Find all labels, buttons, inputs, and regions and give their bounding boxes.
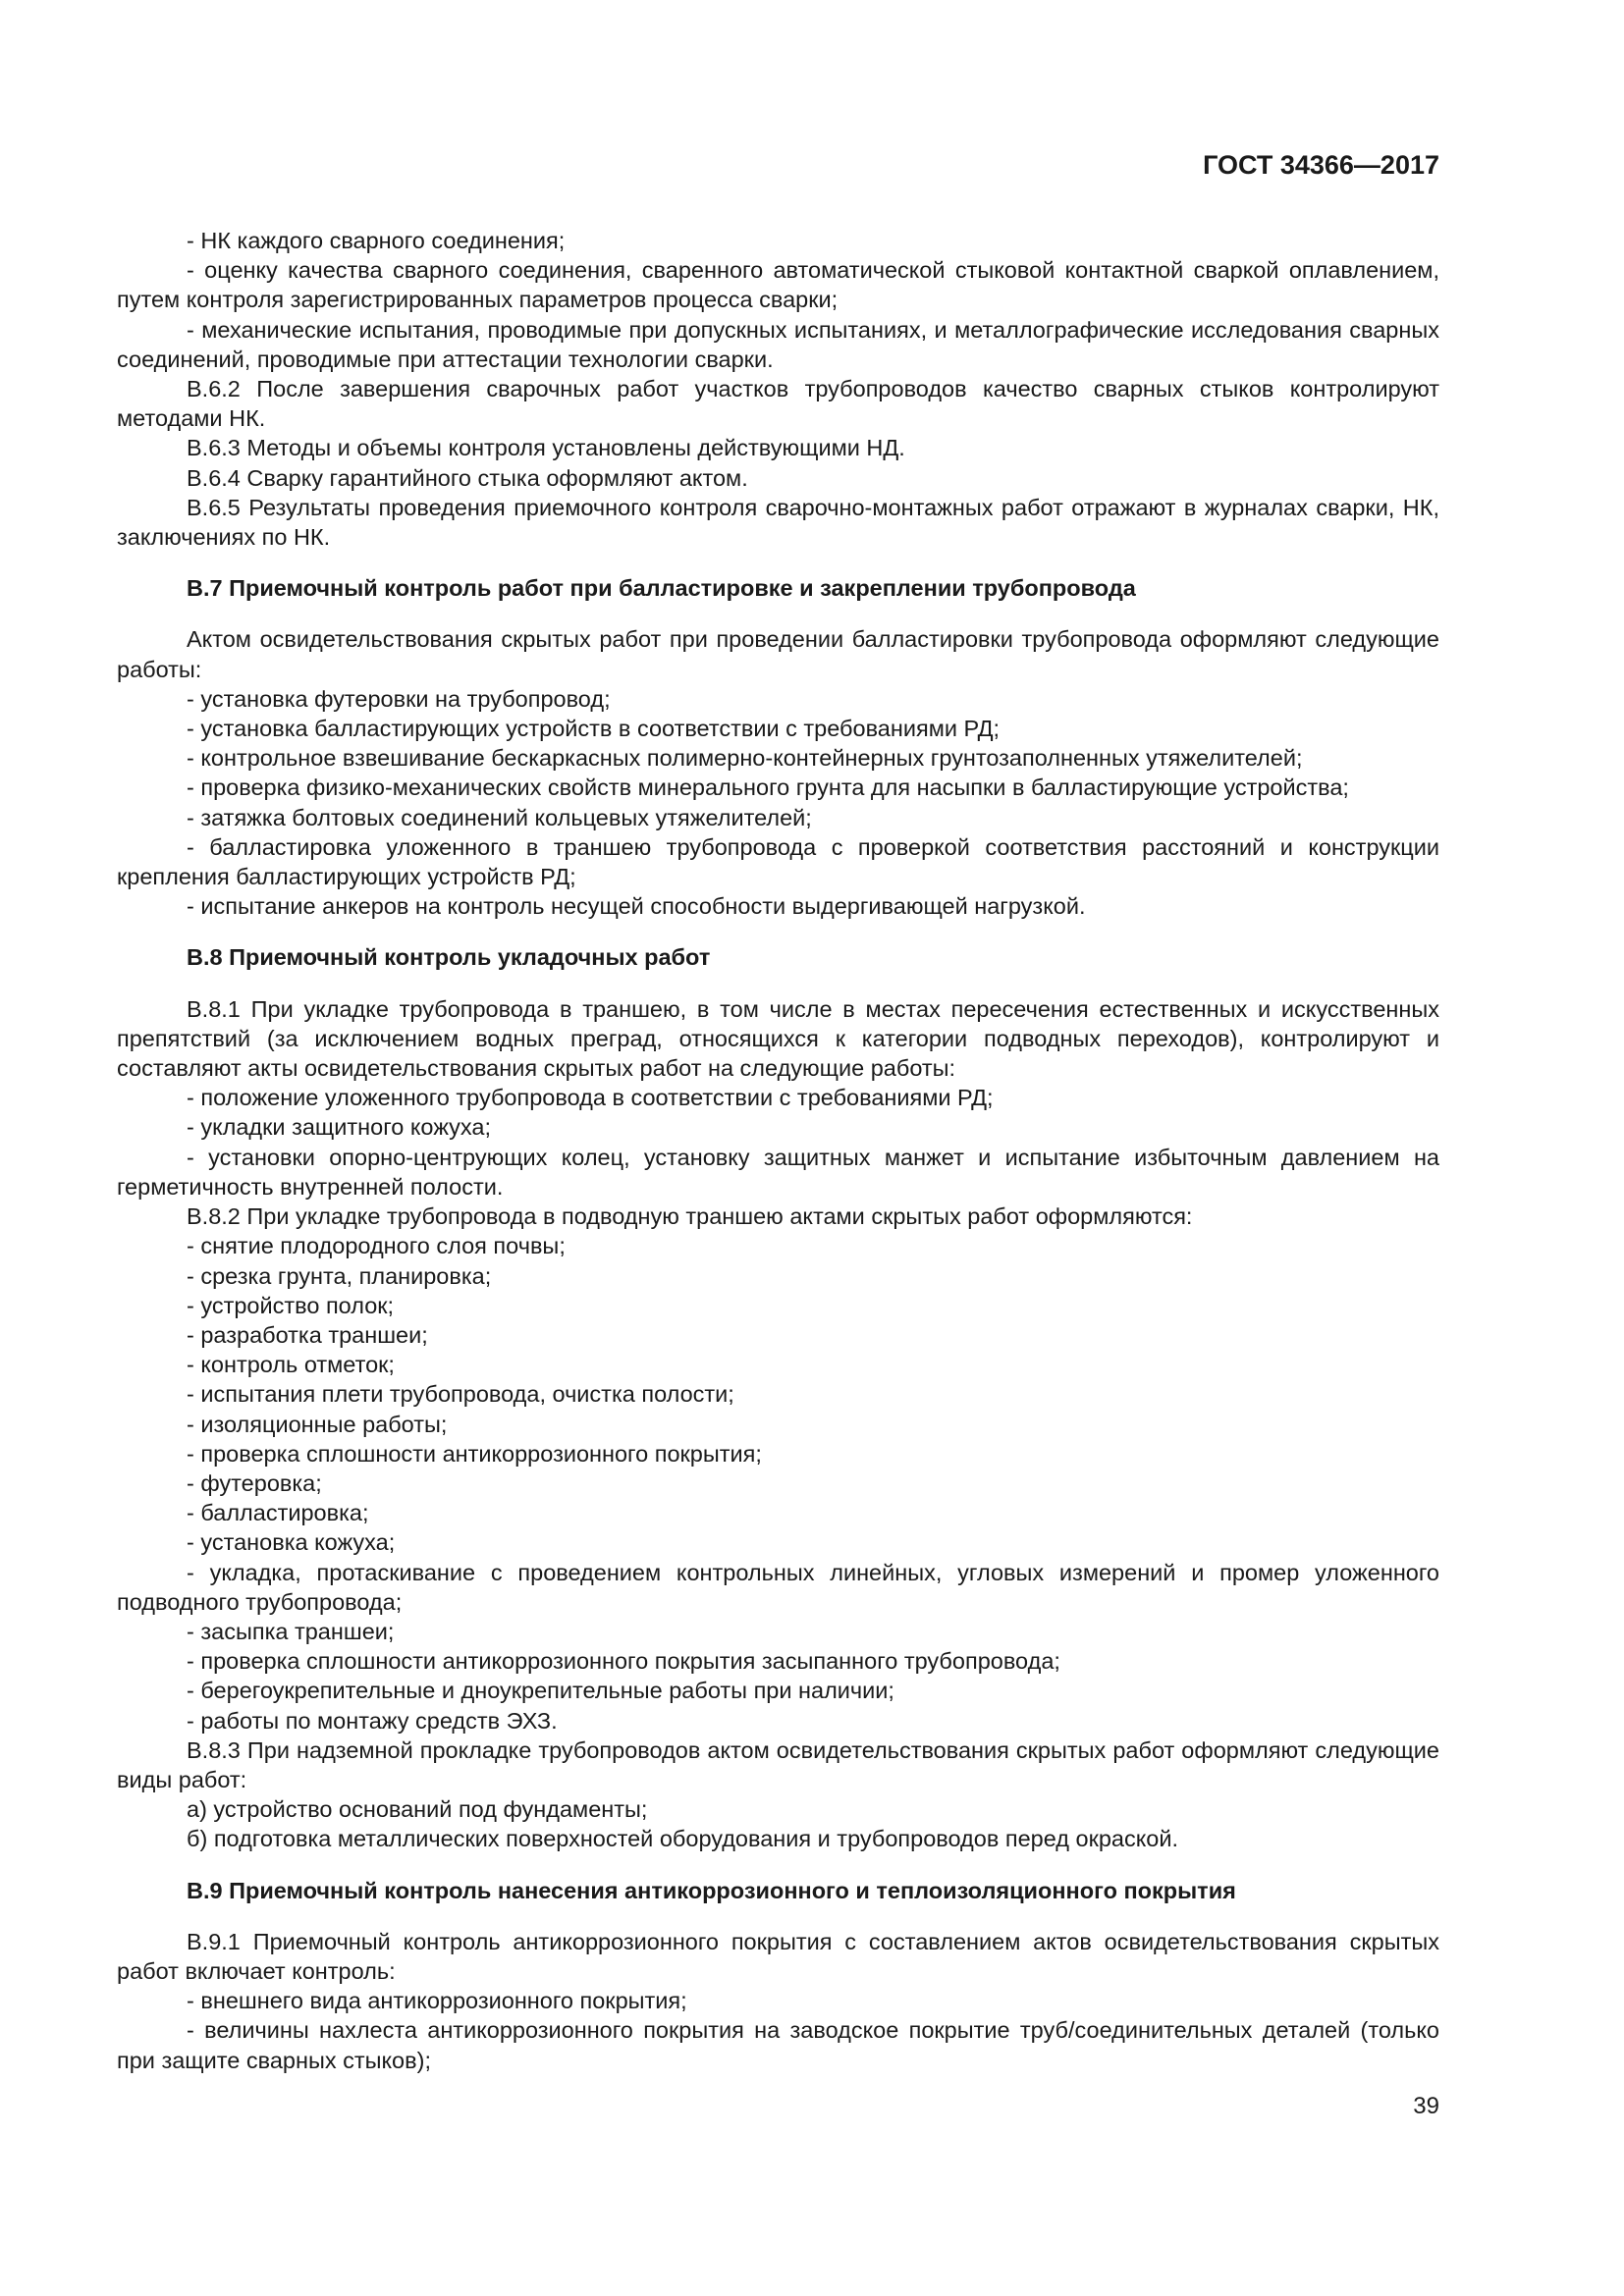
list-item: - балластировка уложенного в траншею трубопровода с проверкой соответствия расстояний и конструкции крепления балластирующих устройств РД; (117, 833, 1439, 890)
list-item: - испытания плети трубопровода, очистка полости; (187, 1381, 734, 1408)
paragraph: В.6.5 Результаты проведения приемочного контроля сварочно-монтажных работ отражают в журналах сварки, НК, заключениях по НК. (117, 494, 1439, 551)
paragraph: В.8.3 При надземной прокладке трубопроводов актом освидетельствования скрытых работ оформляют следующие виды работ: (117, 1736, 1439, 1792)
list-item: - срезка грунта, планировка; (187, 1262, 492, 1289)
list-item: - укладка, протаскивание с проведением контрольных линейных, угловых измерений и промер уложенного подводного трубопровода; (117, 1559, 1439, 1615)
list-item: - проверка физико-механических свойств минерального грунта для насыпки в балластирующие устройства; (187, 774, 1349, 801)
paragraph: В.8.2 При укладке трубопровода в подводную траншею актами скрытых работ оформляются: (187, 1203, 1193, 1230)
paragraph: Актом освидетельствования скрытых работ при проведении балластировки трубопровода оформляют следующие работы: (117, 626, 1439, 682)
list-item: - затяжка болтовых соединений кольцевых утяжелителей; (187, 804, 812, 830)
list-item: - установка балластирующих устройств в соответствии с требованиями РД; (187, 716, 1001, 742)
list-item: - установка футеровки на трубопровод; (187, 685, 611, 712)
list-item: - проверка сплошности антикоррозионного покрытия; (187, 1440, 762, 1467)
list-item: - засыпка траншеи; (187, 1618, 395, 1644)
list-item: - внешнего вида антикоррозионного покрытия; (187, 1988, 687, 2014)
paragraph: - НК каждого сварного соединения; (187, 228, 566, 253)
list-item: - положение уложенного трубопровода в соответствии с требованиями РД; (187, 1085, 994, 1111)
list-item: - проверка сплошности антикоррозионного покрытия засыпанного трубопровода; (187, 1648, 1060, 1675)
page-number: 39 (1413, 2093, 1439, 2119)
list-item: - контроль отметок; (187, 1352, 395, 1378)
list-item: - испытание анкеров на контроль несущей способности выдергивающей нагрузкой. (187, 893, 1086, 920)
list-item: - работы по монтажу средств ЭХЗ. (187, 1707, 558, 1734)
list-item: - футеровка; (187, 1469, 322, 1496)
list-item: - установки опорно-центрующих колец, установку защитных манжет и испытание избыточным давлением на герметичность внутренней полости. (117, 1144, 1439, 1200)
section-heading-b8: В.8 Приемочный контроль укладочных работ (187, 944, 711, 971)
list-item: - устройство полок; (187, 1292, 395, 1318)
paragraph: - оценку качества сварного соединения, сваренного автоматической стыковой контактной сваркой оплавлением, путем контроля зарегистрированных параметров процесса сварки; (117, 257, 1439, 313)
paragraph: В.6.2 После завершения сварочных работ участков трубопроводов качество сварных стыков контролируют методами НК. (117, 376, 1439, 432)
list-item: б) подготовка металлических поверхностей оборудования и трубопроводов перед окраской. (187, 1826, 1179, 1852)
paragraph: В.6.4 Сварку гарантийного стыка оформляют актом. (187, 464, 748, 491)
list-item: - установка кожуха; (187, 1529, 396, 1556)
paragraph: В.8.1 При укладке трубопровода в траншею, в том числе в местах пересечения естественных и искусственных препятствий (за исключением водных преград, относящихся к категории подводных переходов), контролируют и составляют акты освидетельствования скрытых работ на следующие работы: (117, 995, 1439, 1082)
list-item: а) устройство оснований под фундаменты; (187, 1796, 648, 1823)
list-item: - разработка траншеи; (187, 1321, 428, 1348)
list-item: - снятие плодородного слоя почвы; (187, 1233, 566, 1259)
document-body (117, 226, 1439, 2075)
list-item: - укладки защитного кожуха; (187, 1114, 492, 1141)
list-item: - балластировка; (187, 1500, 369, 1526)
document-code-header: ГОСТ 34366—2017 (1203, 150, 1439, 180)
section-heading-b9: В.9 Приемочный контроль нанесения антикоррозионного и теплоизоляционного покрытия (187, 1877, 1236, 1903)
paragraph: В.6.3 Методы и объемы контроля установлены действующими НД. (187, 435, 905, 461)
paragraph: - механические испытания, проводимые при допускных испытаниях, и металлографические исследования сварных соединений, проводимые при аттестации технологии сварки. (117, 316, 1439, 372)
section-heading-b7: В.7 Приемочный контроль работ при балластировке и закреплении трубопровода (187, 575, 1136, 602)
list-item: - контрольное взвешивание бескаркасных полимерно-контейнерных грунтозаполненных утяжелителей; (187, 745, 1303, 772)
list-item: - величины нахлеста антикоррозионного покрытия на заводское покрытие труб/соединительных деталей (только при защите сварных стыков); (117, 2017, 1439, 2073)
list-item: - берегоукрепительные и дноукрепительные работы при наличии; (187, 1678, 894, 1704)
paragraph: В.9.1 Приемочный контроль антикоррозионного покрытия с составлением актов освидетельствования скрытых работ включает контроль: (117, 1928, 1439, 1984)
list-item: - изоляционные работы; (187, 1411, 448, 1437)
